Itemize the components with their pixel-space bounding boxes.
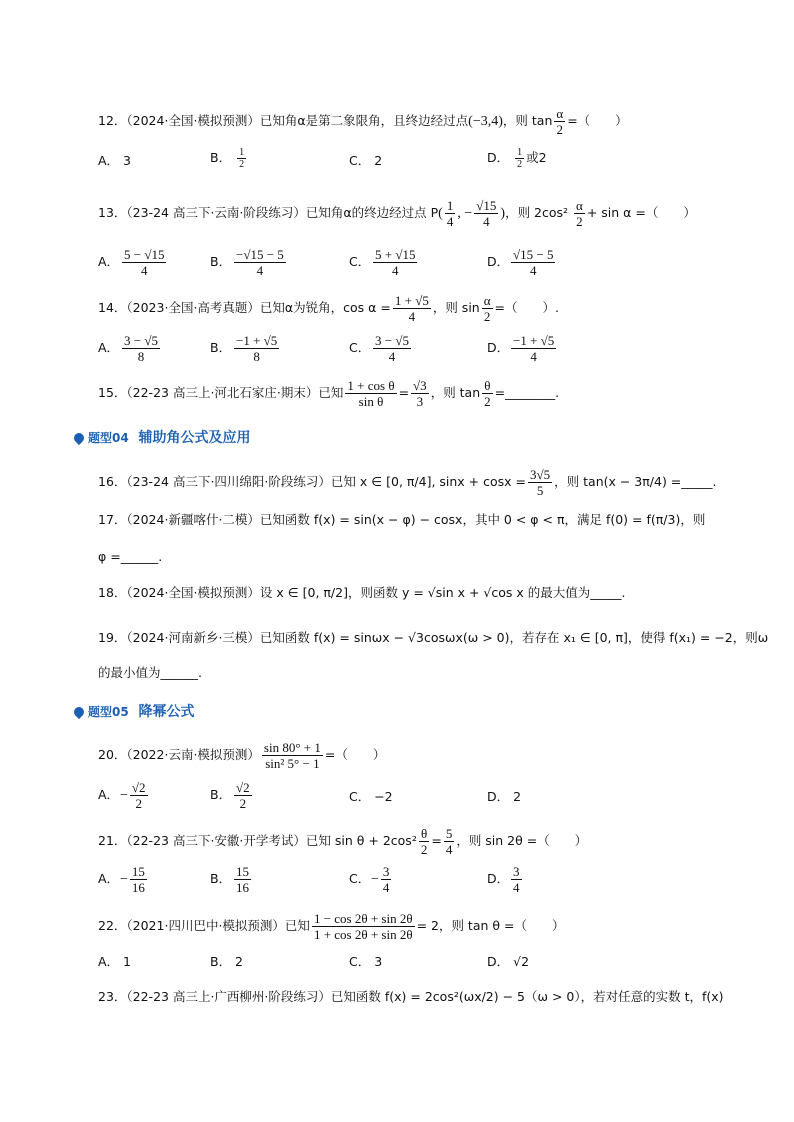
- option-d: D． √2: [487, 954, 530, 969]
- point: (−3,4): [468, 114, 503, 129]
- question-13: 13．（23-24 高三下·云南·阶段练习）已知角α的终边经过点 P( $\frac{1}{4}$ , − $\frac{√15}{4}$ )，则 2cos² $\frac{\alpha}{2}$ + sin α =（ ）: [98, 198, 696, 229]
- question-12: [98, 106, 628, 137]
- option-c: C． 3: [349, 954, 383, 969]
- fraction: $\frac{\alpha}{2}$: [556, 106, 564, 137]
- option-b: B． $\frac{√2}{2}$: [210, 780, 250, 811]
- option-d: D． $\frac{1}{2}$ 或2: [487, 147, 547, 170]
- question-19: 19．（2024·河南新乡·三模）已知函数 f(x) = sinωx − √3cosωx(ω > 0)，若存在 x₁ ∈ [0, π]，使得 f(x₁) = −2，则ω: [98, 630, 769, 645]
- question-20: 20．（2022·云南·模拟预测） $\frac{\sin 80^\circ + 1}{\text{sin² 5° − 1}}$ =（ ）: [98, 740, 386, 771]
- question-text: 已知角α是第二象限角，且终边经过点: [259, 113, 469, 128]
- option-b: B． $\frac{-1 + √5}{8}$: [210, 333, 278, 364]
- section-header-04: 题型04 辅助角公式及应用: [74, 427, 250, 447]
- option-b: B． $\frac{1}{2}$: [210, 147, 245, 170]
- question-17-line2: φ =______.: [98, 549, 163, 564]
- question-source: （2024·全国·模拟预测）: [126, 113, 260, 128]
- option-a: A． $\frac{3 - √5}{8}$: [98, 333, 158, 364]
- question-19-line2: 的最小值为______.: [98, 665, 202, 680]
- question-21: 21．（22-23 高三下·安徽·开学考试）已知 sin θ + 2cos² $\frac{\theta}{2}$ = $\frac{5}{4}$ ，则 sin 2θ =（ ）: [98, 826, 588, 857]
- option-c: C． −2: [349, 789, 393, 804]
- option-c: C． 2: [349, 153, 383, 168]
- question-18: 18．（2024·全国·模拟预测）设 x ∈ [0, π/2]，则函数 y = √sin x + √cos x 的最大值为_____.: [98, 585, 626, 600]
- question-15: 15．（22-23 高三上·河北石家庄·期末）已知 $\frac{\text{1 + cos θ}}{\text{sin θ}}$ = $\frac{√3}{3}$ ，则 tan $\frac{\theta}{2}$ =________.: [98, 378, 560, 409]
- option-a: A．− $\frac{15}{16}$: [98, 864, 145, 895]
- option-a: A． 1: [98, 954, 131, 969]
- option-d: D． $\frac{3}{4}$: [487, 864, 520, 895]
- question-14: 14．（2023·全国·高考真题）已知α为锐角，cos α = $\frac{1 + √5}{4}$ ，则 sin $\frac{\alpha}{2}$ =（ ）.: [98, 293, 559, 324]
- question-end: =（ ）: [567, 113, 628, 128]
- option-a: A．− $\frac{√2}{2}$: [98, 780, 146, 811]
- option-b: B． 2: [210, 954, 244, 969]
- option-c: C． $\frac{5 + √15}{4}$: [349, 247, 416, 278]
- location-pin-icon: [72, 431, 86, 445]
- question-23: 23．（22-23 高三上·广西柳州·阶段练习）已知函数 f(x) = 2cos²(ωx/2) − 5（ω > 0），若对任意的实数 t，f(x): [98, 989, 724, 1004]
- option-b: B． $\frac{-√15 - 5}{4}$: [210, 247, 284, 278]
- option-b: B． $\frac{15}{16}$: [210, 864, 249, 895]
- section-header-05: 题型05 降幂公式: [74, 701, 194, 721]
- option-d: D． $\frac{√15 - 5}{4}$: [487, 247, 554, 278]
- option-a: A． 3: [98, 153, 131, 168]
- option-d: D． $\frac{-1 + √5}{4}$: [487, 333, 555, 364]
- option-d: D． 2: [487, 789, 522, 804]
- option-a: A． $\frac{5 - √15}{4}$: [98, 247, 165, 278]
- location-pin-icon: [72, 705, 86, 719]
- question-17: 17．（2024·新疆喀什·二模）已知函数 f(x) = sin(x − φ) − cosx，其中 0 < φ < π，满足 f(0) = f(π/3)，则: [98, 512, 706, 527]
- option-c: C．− $\frac{3}{4}$: [349, 864, 390, 895]
- question-text-tail: ，则 tan: [502, 113, 553, 128]
- option-c: C． $\frac{3 - √5}{4}$: [349, 333, 409, 364]
- question-22: 22．（2021·四川巴中·模拟预测）已知 $\frac{1 - \cos 2\theta + \sin 2\theta}{1 + \cos 2\theta + \sin 2\theta}$ = 2，则 tan θ =（ ）: [98, 911, 565, 942]
- question-16: 16．（23-24 高三下·四川绵阳·阶段练习）已知 x ∈ [0, π/4], sinx + cosx = $\frac{3√5}{5}$ ，则 tan(x − 3π/4) =_____.: [98, 467, 717, 498]
- question-number: 12．: [98, 113, 127, 128]
